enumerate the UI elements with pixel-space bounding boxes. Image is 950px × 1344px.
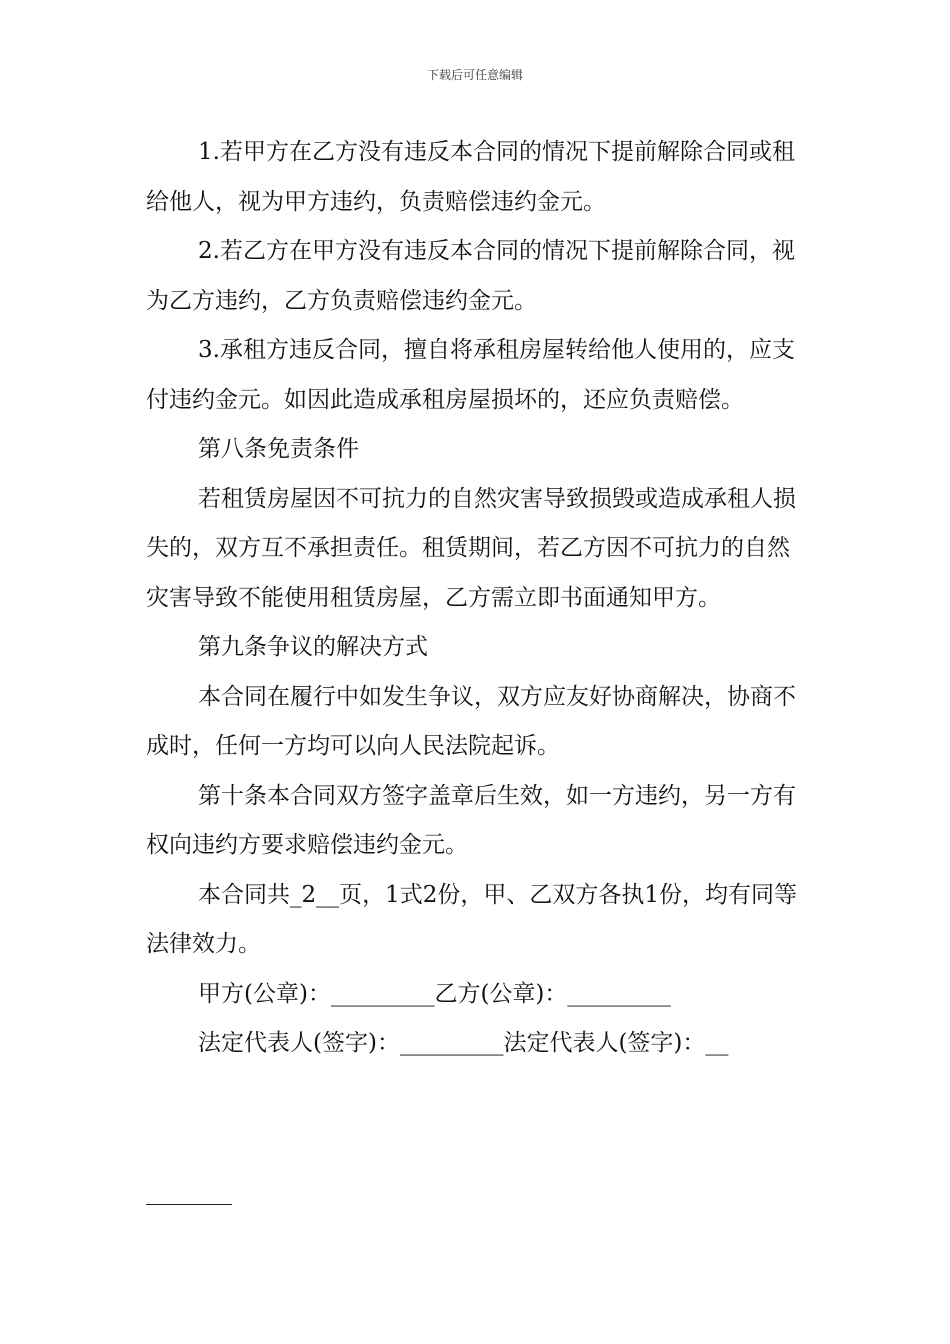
page-header: 下载后可任意编辑: [426, 68, 523, 82]
signature-blank-line: [146, 1204, 232, 1205]
signature-line: 法定代表人(签字)：_________法定代表人(签字)：__: [198, 1030, 729, 1056]
article-9-body: 本合同在履行中如发生争议，双方应友好协商解决，协商不成时，任何一方均可以向人民法院起诉。: [146, 683, 796, 759]
article-8-body: 若租赁房屋因不可抗力的自然灾害导致损毁或造成承租人损失的，双方互不承担责任。租赁期间，若乙方因不可抗力的自然灾害导致不能使用租赁房屋，乙方需立即书面通知甲方。: [146, 485, 796, 611]
article-9-heading: 第九条争议的解决方式: [198, 634, 428, 660]
document-body: [146, 128, 811, 1069]
article-10-body: 第十条本合同双方签字盖章后生效，如一方违约，另一方有权向违约方要求赔偿违约金元。: [146, 782, 796, 858]
copies-statement: 本合同共_2__页，1式2份，甲、乙双方各执1份，均有同等法律效力。: [146, 881, 798, 957]
clause-item-2: 2.若乙方在甲方没有违反本合同的情况下提前解除合同，视为乙方违约，乙方负责赔偿违约金元。: [146, 238, 795, 314]
seal-line: 甲方(公章)：_________乙方(公章)：_________: [198, 980, 671, 1007]
article-8-heading: 第八条免责条件: [198, 436, 359, 462]
clause-item-1: 1.若甲方在乙方没有违反本合同的情况下提前解除合同或租给他人，视为甲方违约，负责赔偿违约金元。: [146, 139, 795, 215]
clause-item-3: 3.承租方违反合同，擅自将承租房屋转给他人使用的，应支付违约金元。如因此造成承租房屋损坏的，还应负责赔偿。: [146, 337, 795, 413]
